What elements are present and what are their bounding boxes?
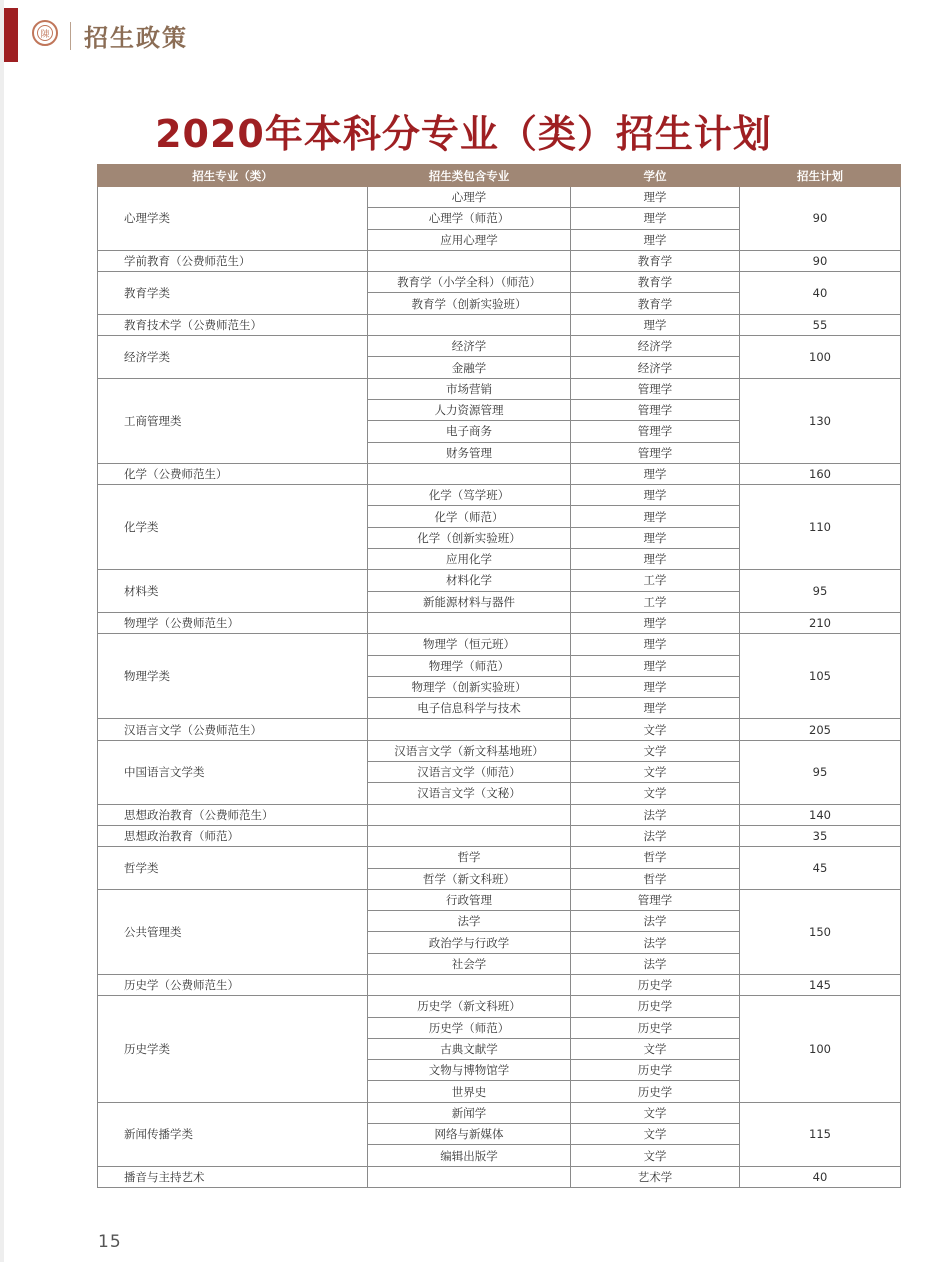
major-cell: 中国语言文学类 bbox=[98, 740, 368, 804]
sub-major-cell: 化学（师范） bbox=[368, 506, 571, 527]
degree-cell: 理学 bbox=[571, 698, 740, 719]
sub-major-cell: 金融学 bbox=[368, 357, 571, 378]
degree-cell: 文学 bbox=[571, 1102, 740, 1123]
degree-cell: 文学 bbox=[571, 740, 740, 761]
sub-major-cell: 化学（创新实验班） bbox=[368, 527, 571, 548]
degree-cell: 法学 bbox=[571, 953, 740, 974]
sub-major-cell: 行政管理 bbox=[368, 889, 571, 910]
major-cell: 工商管理类 bbox=[98, 378, 368, 463]
sub-major-cell: 材料化学 bbox=[368, 570, 571, 591]
degree-cell: 理学 bbox=[571, 676, 740, 697]
sub-major-cell bbox=[368, 314, 571, 335]
table-row bbox=[98, 378, 901, 399]
sub-major-cell: 编辑出版学 bbox=[368, 1145, 571, 1166]
table-row bbox=[98, 485, 901, 506]
degree-cell: 理学 bbox=[571, 549, 740, 570]
sub-major-cell bbox=[368, 250, 571, 271]
major-cell: 教育学类 bbox=[98, 272, 368, 315]
major-cell: 思想政治教育（公费师范生） bbox=[98, 804, 368, 825]
sub-major-cell: 哲学 bbox=[368, 847, 571, 868]
sub-major-cell: 经济学 bbox=[368, 336, 571, 357]
sub-major-cell: 社会学 bbox=[368, 953, 571, 974]
sub-major-cell: 电子信息科学与技术 bbox=[368, 698, 571, 719]
degree-cell: 理学 bbox=[571, 314, 740, 335]
plan-cell: 35 bbox=[740, 825, 901, 846]
table-row bbox=[98, 847, 901, 868]
sub-major-cell: 汉语言文学（文秘） bbox=[368, 783, 571, 804]
plan-cell: 40 bbox=[740, 272, 901, 315]
sub-major-cell bbox=[368, 804, 571, 825]
sub-major-cell: 网络与新媒体 bbox=[368, 1124, 571, 1145]
plan-cell: 90 bbox=[740, 250, 901, 271]
sub-major-cell bbox=[368, 612, 571, 633]
sub-major-cell: 心理学 bbox=[368, 187, 571, 208]
sub-major-cell: 应用心理学 bbox=[368, 229, 571, 250]
table-row bbox=[98, 974, 901, 995]
degree-cell: 法学 bbox=[571, 825, 740, 846]
degree-cell: 历史学 bbox=[571, 974, 740, 995]
degree-cell: 理学 bbox=[571, 229, 740, 250]
degree-cell: 教育学 bbox=[571, 293, 740, 314]
plan-cell: 100 bbox=[740, 336, 901, 379]
major-cell: 汉语言文学（公费师范生） bbox=[98, 719, 368, 740]
sub-major-cell: 历史学（师范） bbox=[368, 1017, 571, 1038]
degree-cell: 管理学 bbox=[571, 442, 740, 463]
major-cell: 历史学类 bbox=[98, 996, 368, 1102]
table-row bbox=[98, 187, 901, 208]
table-body bbox=[98, 187, 901, 1188]
sub-major-cell: 物理学（师范） bbox=[368, 655, 571, 676]
section-title: 招生政策 bbox=[84, 24, 188, 52]
degree-cell: 经济学 bbox=[571, 336, 740, 357]
table-row bbox=[98, 272, 901, 293]
sub-major-cell: 新能源材料与器件 bbox=[368, 591, 571, 612]
sub-major-cell: 哲学（新文科班） bbox=[368, 868, 571, 889]
plan-cell: 90 bbox=[740, 187, 901, 251]
plan-cell: 95 bbox=[740, 570, 901, 613]
table-row bbox=[98, 825, 901, 846]
sub-major-cell: 物理学（创新实验班） bbox=[368, 676, 571, 697]
degree-cell: 管理学 bbox=[571, 399, 740, 420]
table-row bbox=[98, 336, 901, 357]
plan-cell: 40 bbox=[740, 1166, 901, 1187]
degree-cell: 理学 bbox=[571, 463, 740, 484]
table-row bbox=[98, 996, 901, 1017]
table-row bbox=[98, 634, 901, 655]
degree-cell: 哲学 bbox=[571, 868, 740, 889]
degree-cell: 法学 bbox=[571, 911, 740, 932]
sub-major-cell: 文物与博物馆学 bbox=[368, 1060, 571, 1081]
major-cell: 经济学类 bbox=[98, 336, 368, 379]
column-header-major: 招生专业（类） bbox=[98, 165, 368, 187]
table-row bbox=[98, 463, 901, 484]
degree-cell: 管理学 bbox=[571, 378, 740, 399]
table-header-row bbox=[98, 165, 901, 187]
degree-cell: 工学 bbox=[571, 591, 740, 612]
table-row bbox=[98, 1166, 901, 1187]
plan-cell: 205 bbox=[740, 719, 901, 740]
plan-cell: 160 bbox=[740, 463, 901, 484]
major-cell: 心理学类 bbox=[98, 187, 368, 251]
degree-cell: 理学 bbox=[571, 187, 740, 208]
header-divider bbox=[70, 22, 71, 50]
sub-major-cell: 市场营销 bbox=[368, 378, 571, 399]
table-row bbox=[98, 719, 901, 740]
table-row bbox=[98, 889, 901, 910]
degree-cell: 教育学 bbox=[571, 250, 740, 271]
column-header-degree: 学位 bbox=[571, 165, 740, 187]
sub-major-cell: 财务管理 bbox=[368, 442, 571, 463]
table-row bbox=[98, 314, 901, 335]
table-row bbox=[98, 740, 901, 761]
degree-cell: 艺术学 bbox=[571, 1166, 740, 1187]
degree-cell: 文学 bbox=[571, 762, 740, 783]
major-cell: 教育技术学（公费师范生） bbox=[98, 314, 368, 335]
sub-major-cell: 心理学（师范） bbox=[368, 208, 571, 229]
major-cell: 化学（公费师范生） bbox=[98, 463, 368, 484]
major-cell: 化学类 bbox=[98, 485, 368, 570]
sub-major-cell: 电子商务 bbox=[368, 421, 571, 442]
plan-cell: 55 bbox=[740, 314, 901, 335]
degree-cell: 理学 bbox=[571, 612, 740, 633]
major-cell: 物理学类 bbox=[98, 634, 368, 719]
major-cell: 新闻传播学类 bbox=[98, 1102, 368, 1166]
degree-cell: 工学 bbox=[571, 570, 740, 591]
degree-cell: 文学 bbox=[571, 719, 740, 740]
plan-cell: 110 bbox=[740, 485, 901, 570]
sub-major-cell: 古典文献学 bbox=[368, 1038, 571, 1059]
degree-cell: 哲学 bbox=[571, 847, 740, 868]
plan-cell: 130 bbox=[740, 378, 901, 463]
university-logo-icon bbox=[32, 20, 58, 46]
table-row bbox=[98, 612, 901, 633]
sub-major-cell: 应用化学 bbox=[368, 549, 571, 570]
header-accent-bar bbox=[4, 8, 18, 62]
degree-cell: 管理学 bbox=[571, 889, 740, 910]
sub-major-cell: 历史学（新文科班） bbox=[368, 996, 571, 1017]
degree-cell: 文学 bbox=[571, 1038, 740, 1059]
page-number: 15 bbox=[98, 1232, 122, 1252]
degree-cell: 法学 bbox=[571, 932, 740, 953]
degree-cell: 理学 bbox=[571, 208, 740, 229]
sub-major-cell bbox=[368, 1166, 571, 1187]
plan-cell: 210 bbox=[740, 612, 901, 633]
degree-cell: 理学 bbox=[571, 506, 740, 527]
page-title: 2020年本科分专业（类）招生计划 bbox=[155, 112, 772, 156]
sub-major-cell: 化学（笃学班） bbox=[368, 485, 571, 506]
sub-major-cell bbox=[368, 825, 571, 846]
sub-major-cell bbox=[368, 719, 571, 740]
major-cell: 材料类 bbox=[98, 570, 368, 613]
plan-cell: 145 bbox=[740, 974, 901, 995]
degree-cell: 管理学 bbox=[571, 421, 740, 442]
plan-cell: 140 bbox=[740, 804, 901, 825]
degree-cell: 文学 bbox=[571, 1124, 740, 1145]
degree-cell: 理学 bbox=[571, 634, 740, 655]
table-row bbox=[98, 1102, 901, 1123]
sub-major-cell: 汉语言文学（新文科基地班） bbox=[368, 740, 571, 761]
major-cell: 思想政治教育（师范） bbox=[98, 825, 368, 846]
sub-major-cell: 物理学（恒元班） bbox=[368, 634, 571, 655]
sub-major-cell: 教育学（小学全科）（师范） bbox=[368, 272, 571, 293]
major-cell: 历史学（公费师范生） bbox=[98, 974, 368, 995]
sub-major-cell bbox=[368, 974, 571, 995]
sub-major-cell: 法学 bbox=[368, 911, 571, 932]
sub-major-cell: 世界史 bbox=[368, 1081, 571, 1102]
sub-major-cell: 政治学与行政学 bbox=[368, 932, 571, 953]
plan-cell: 150 bbox=[740, 889, 901, 974]
logo-seal: 陳 bbox=[37, 25, 53, 41]
plan-cell: 115 bbox=[740, 1102, 901, 1166]
plan-cell: 45 bbox=[740, 847, 901, 890]
major-cell: 公共管理类 bbox=[98, 889, 368, 974]
column-header-plan: 招生计划 bbox=[740, 165, 901, 187]
degree-cell: 历史学 bbox=[571, 1081, 740, 1102]
sub-major-cell: 汉语言文学（师范） bbox=[368, 762, 571, 783]
column-header-sub-major: 招生类包含专业 bbox=[368, 165, 571, 187]
degree-cell: 理学 bbox=[571, 527, 740, 548]
degree-cell: 文学 bbox=[571, 1145, 740, 1166]
plan-cell: 105 bbox=[740, 634, 901, 719]
degree-cell: 理学 bbox=[571, 485, 740, 506]
degree-cell: 文学 bbox=[571, 783, 740, 804]
degree-cell: 经济学 bbox=[571, 357, 740, 378]
major-cell: 物理学（公费师范生） bbox=[98, 612, 368, 633]
sub-major-cell: 人力资源管理 bbox=[368, 399, 571, 420]
degree-cell: 理学 bbox=[571, 655, 740, 676]
sub-major-cell: 教育学（创新实验班） bbox=[368, 293, 571, 314]
degree-cell: 历史学 bbox=[571, 996, 740, 1017]
degree-cell: 法学 bbox=[571, 804, 740, 825]
page-edge bbox=[0, 0, 4, 1262]
major-cell: 学前教育（公费师范生） bbox=[98, 250, 368, 271]
table-row bbox=[98, 570, 901, 591]
degree-cell: 教育学 bbox=[571, 272, 740, 293]
plan-cell: 100 bbox=[740, 996, 901, 1102]
sub-major-cell: 新闻学 bbox=[368, 1102, 571, 1123]
major-cell: 哲学类 bbox=[98, 847, 368, 890]
degree-cell: 历史学 bbox=[571, 1060, 740, 1081]
major-cell: 播音与主持艺术 bbox=[98, 1166, 368, 1187]
degree-cell: 历史学 bbox=[571, 1017, 740, 1038]
table-row bbox=[98, 804, 901, 825]
table-row bbox=[98, 250, 901, 271]
sub-major-cell bbox=[368, 463, 571, 484]
enrollment-plan-table bbox=[97, 164, 901, 1188]
plan-cell: 95 bbox=[740, 740, 901, 804]
